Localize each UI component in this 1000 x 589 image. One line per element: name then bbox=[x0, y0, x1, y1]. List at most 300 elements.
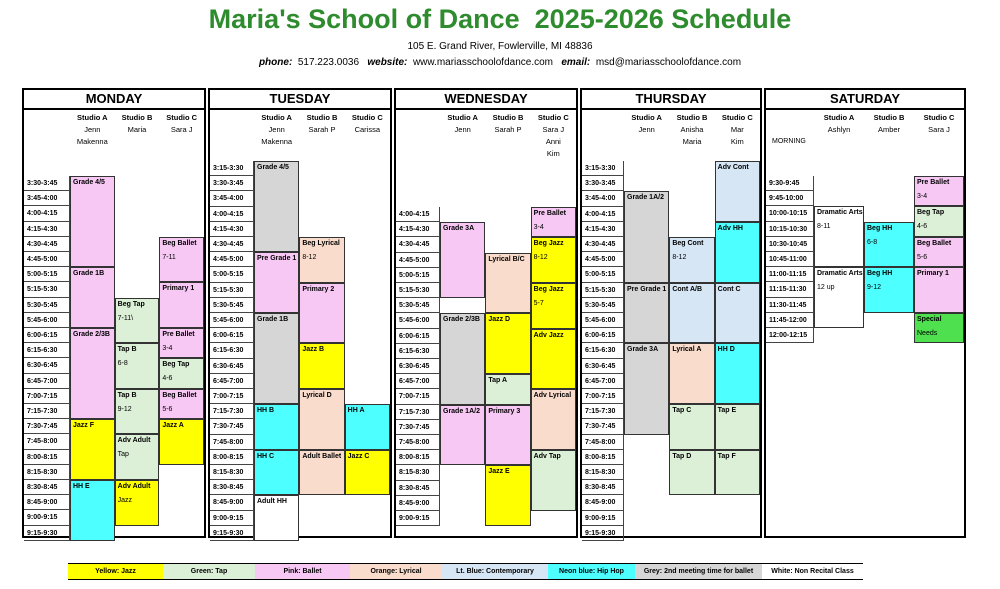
class-name: HH D bbox=[717, 346, 735, 354]
time-slot: 5:15-5:30 bbox=[582, 283, 624, 298]
time-slot: 6:00-6:15 bbox=[396, 329, 440, 344]
time-slot: 4:45-5:00 bbox=[582, 252, 624, 267]
class-block[interactable] bbox=[531, 450, 576, 511]
time-slot: 4:00-4:15 bbox=[396, 207, 440, 222]
studio-name: Studio A bbox=[77, 113, 108, 122]
phone: 517.223.0036 bbox=[297, 57, 360, 68]
class-block[interactable] bbox=[159, 419, 204, 465]
time-slot: 8:30-8:45 bbox=[396, 481, 440, 496]
class-name: Lyrical D bbox=[302, 392, 332, 399]
class-block[interactable] bbox=[914, 237, 964, 267]
time-slot: 7:45-8:00 bbox=[210, 435, 254, 450]
class-name: Tap A bbox=[488, 377, 507, 385]
class-detail: Needs bbox=[917, 329, 938, 337]
time-slot: 8:15-8:30 bbox=[24, 465, 70, 480]
studio-name: Studio A bbox=[447, 113, 478, 122]
studio-header bbox=[669, 112, 714, 148]
class-name: Adv Tap bbox=[533, 453, 561, 461]
class-block[interactable] bbox=[159, 237, 204, 283]
class-detail: 4-6 bbox=[162, 375, 173, 383]
time-slot: 4:30-4:45 bbox=[210, 237, 254, 252]
studio-name: Studio B bbox=[306, 113, 338, 122]
class-name: Beg Jazz bbox=[533, 240, 564, 248]
class-block[interactable] bbox=[864, 222, 914, 268]
class-name: Adult Ballet bbox=[302, 452, 342, 460]
time-slot: 11:30-11:45 bbox=[766, 298, 814, 313]
class-name: Primary 1 bbox=[917, 270, 949, 278]
time-slot: 5:30-5:45 bbox=[24, 298, 70, 313]
teacher-name: Ashlyn bbox=[827, 125, 851, 134]
class-block[interactable] bbox=[485, 405, 530, 466]
time-slot: 5:45-6:00 bbox=[582, 313, 624, 328]
class-name: Jazz F bbox=[73, 422, 95, 430]
class-name: HH A bbox=[347, 407, 365, 415]
teacher-name: Anisha bbox=[680, 125, 704, 134]
time-slot: 6:15-6:30 bbox=[24, 343, 70, 358]
class-block[interactable] bbox=[70, 419, 115, 480]
legend-item: Green: Tap bbox=[163, 564, 255, 579]
class-name: Jazz B bbox=[302, 346, 325, 354]
time-slot: 4:30-4:45 bbox=[396, 237, 440, 252]
time-slot: 5:00-5:15 bbox=[582, 267, 624, 282]
class-block[interactable] bbox=[115, 434, 160, 480]
class-name: Adv Adult bbox=[117, 483, 151, 490]
studio-header bbox=[914, 112, 964, 136]
time-slot: 7:00-7:15 bbox=[24, 389, 70, 404]
class-name: Tap F bbox=[717, 452, 736, 460]
time-slot: 8:00-8:15 bbox=[24, 450, 70, 465]
time-slot: 8:00-8:15 bbox=[396, 450, 440, 465]
class-block[interactable] bbox=[299, 237, 344, 283]
address: 105 E. Grand River, Fowlerville, MI 48836 bbox=[407, 41, 593, 52]
class-name: Adv Lyrical bbox=[533, 392, 572, 400]
teacher-name: Maria bbox=[127, 125, 147, 134]
time-slot: 6:45-7:00 bbox=[582, 374, 624, 389]
time-slot: 5:00-5:15 bbox=[210, 267, 254, 282]
class-name: Adv Jazz bbox=[533, 331, 564, 339]
email-label: email: bbox=[561, 57, 591, 68]
time-slot: 8:45-9:00 bbox=[24, 495, 70, 510]
class-name: Grade 2/3B bbox=[73, 331, 110, 338]
studio-header bbox=[715, 112, 760, 148]
time-slot: 3:45-4:00 bbox=[582, 191, 624, 206]
class-name: Grade 3A bbox=[627, 346, 659, 354]
class-block[interactable] bbox=[254, 404, 299, 450]
legend-item: Neon blue: Hip Hop bbox=[548, 564, 635, 579]
class-block[interactable] bbox=[814, 206, 864, 267]
studio-name: Studio C bbox=[721, 113, 753, 122]
class-name: Grade 1A/2 bbox=[627, 194, 664, 202]
studio-name: Studio B bbox=[492, 113, 524, 122]
class-detail: Jazz bbox=[117, 497, 133, 504]
class-detail: 5-6 bbox=[162, 405, 173, 413]
time-slot: 6:00-6:15 bbox=[210, 328, 254, 343]
phone-label: phone: bbox=[258, 57, 293, 68]
class-block[interactable] bbox=[299, 389, 344, 450]
teacher-name: Makenna bbox=[261, 137, 293, 146]
day-header: SATURDAY bbox=[766, 90, 964, 110]
studio-name: Studio C bbox=[537, 113, 569, 122]
time-slot: 8:30-8:45 bbox=[210, 480, 254, 495]
class-name: Primary 3 bbox=[488, 407, 521, 415]
studio-header bbox=[159, 112, 204, 136]
class-block[interactable] bbox=[531, 283, 576, 329]
studio-name: Studio B bbox=[873, 113, 905, 122]
time-slot: 4:15-4:30 bbox=[210, 222, 254, 237]
studio-header bbox=[345, 112, 390, 136]
class-detail: 8-12 bbox=[672, 254, 687, 261]
time-slot: 11:15-11:30 bbox=[766, 282, 814, 297]
class-block[interactable] bbox=[254, 252, 299, 313]
class-name: Grade 1A/2 bbox=[443, 407, 480, 415]
class-name: Cont C bbox=[717, 285, 741, 293]
time-slot: 7:45-8:00 bbox=[24, 434, 70, 449]
class-name: Pre Ballet bbox=[162, 331, 195, 338]
time-slot: 9:30-9:45 bbox=[766, 176, 814, 191]
class-block[interactable] bbox=[715, 283, 760, 344]
time-slot: 4:15-4:30 bbox=[396, 222, 440, 237]
class-block[interactable] bbox=[254, 450, 299, 496]
class-name: Adv HH bbox=[717, 224, 743, 232]
class-block[interactable] bbox=[485, 253, 530, 314]
time-slot: 8:30-8:45 bbox=[582, 480, 624, 495]
legend-item: Orange: Lyrical bbox=[350, 564, 442, 579]
class-block[interactable] bbox=[345, 450, 390, 496]
class-detail: 7-11 bbox=[162, 253, 176, 261]
legend-item: White: Non Recital Class bbox=[762, 564, 863, 579]
time-slot: 5:15-5:30 bbox=[210, 283, 254, 298]
day-monday bbox=[22, 88, 206, 538]
time-slot: 11:45-12:00 bbox=[766, 313, 814, 328]
time-slot: 8:45-9:00 bbox=[582, 495, 624, 510]
class-block[interactable] bbox=[159, 358, 204, 388]
time-slot: 7:30-7:45 bbox=[582, 419, 624, 434]
time-slot: 11:00-11:15 bbox=[766, 267, 814, 282]
class-name: Dramatic Arts bbox=[817, 270, 863, 278]
class-name: Beg HH bbox=[867, 224, 893, 232]
class-name: Pre Grade 1 bbox=[257, 255, 297, 263]
time-slot: 5:15-5:30 bbox=[396, 283, 440, 298]
studio-header bbox=[70, 112, 115, 148]
class-block[interactable] bbox=[70, 480, 115, 541]
teacher-name: Jenn bbox=[638, 125, 655, 134]
studio-header bbox=[531, 112, 576, 160]
time-slot: 9:15-9:30 bbox=[210, 526, 254, 541]
class-block[interactable] bbox=[669, 404, 714, 450]
class-block[interactable] bbox=[624, 283, 669, 344]
class-block[interactable] bbox=[254, 495, 299, 541]
time-slot: 4:45-5:00 bbox=[210, 252, 254, 267]
class-name: Adv Adult bbox=[117, 437, 151, 445]
class-name: Beg Ballet bbox=[162, 391, 197, 399]
class-block[interactable] bbox=[914, 206, 964, 236]
class-name: Beg HH bbox=[867, 270, 893, 278]
time-slot: 3:45-4:00 bbox=[24, 191, 70, 206]
class-detail: 6-8 bbox=[117, 360, 128, 368]
time-slot: 9:00-9:15 bbox=[210, 511, 254, 526]
class-block[interactable] bbox=[440, 313, 485, 404]
time-slot: 3:15-3:30 bbox=[210, 161, 254, 176]
teacher-name: Sarah P bbox=[494, 125, 522, 134]
time-slot: 7:30-7:45 bbox=[396, 420, 440, 435]
time-slot: 12:00-12:15 bbox=[766, 328, 814, 343]
class-detail: 5-7 bbox=[533, 300, 544, 307]
class-name: HH E bbox=[73, 483, 90, 490]
class-block[interactable] bbox=[531, 207, 576, 237]
legend-item: Lt. Blue: Contemporary bbox=[442, 564, 548, 579]
class-block[interactable] bbox=[485, 374, 530, 404]
studio-header bbox=[254, 112, 299, 148]
studio-header bbox=[814, 112, 864, 136]
class-block[interactable] bbox=[715, 161, 760, 222]
class-block[interactable] bbox=[914, 176, 964, 206]
time-slot: 4:00-4:15 bbox=[210, 207, 254, 222]
time-slot: 7:30-7:45 bbox=[210, 419, 254, 434]
time-slot: 7:15-7:30 bbox=[210, 404, 254, 419]
class-block[interactable] bbox=[624, 343, 669, 434]
class-block[interactable] bbox=[914, 267, 964, 313]
class-block[interactable] bbox=[715, 404, 760, 450]
class-block[interactable] bbox=[715, 450, 760, 496]
time-slot: 5:00-5:15 bbox=[24, 267, 70, 282]
class-name: Dramatic Arts bbox=[817, 209, 863, 217]
teacher-name: Jenn bbox=[268, 125, 285, 134]
studio-header bbox=[485, 112, 530, 136]
morning-label: MORNING bbox=[772, 138, 806, 145]
class-name: Jazz E bbox=[488, 468, 510, 476]
time-slot: 7:15-7:30 bbox=[396, 405, 440, 420]
class-name: Tap B bbox=[117, 346, 137, 354]
class-block[interactable] bbox=[115, 389, 160, 435]
time-slot: 6:45-7:00 bbox=[24, 374, 70, 389]
class-detail: 8-11 bbox=[817, 223, 831, 231]
day-saturday bbox=[764, 88, 966, 538]
studio-header bbox=[299, 112, 344, 136]
legend-item: Yellow: Jazz bbox=[68, 564, 163, 579]
teacher-name: Sara J bbox=[542, 125, 565, 134]
studio-name: Studio C bbox=[166, 113, 198, 122]
class-block[interactable] bbox=[299, 283, 344, 344]
studio-name: Studio B bbox=[121, 113, 153, 122]
time-slot: 10:00-10:15 bbox=[766, 206, 814, 221]
time-slot: 4:00-4:15 bbox=[582, 207, 624, 222]
time-slot: 9:45-10:00 bbox=[766, 191, 814, 206]
teacher-name: Sara J bbox=[928, 125, 950, 134]
class-block[interactable] bbox=[531, 237, 576, 283]
time-slot: 6:15-6:30 bbox=[396, 344, 440, 359]
studio-name: Studio A bbox=[631, 113, 662, 122]
email-link[interactable]: msd@mariasschoolofdance.com bbox=[595, 57, 742, 68]
studio-name: Studio B bbox=[676, 113, 708, 122]
class-name: Beg Tap bbox=[117, 300, 145, 308]
class-block[interactable] bbox=[254, 161, 299, 252]
class-block[interactable] bbox=[814, 267, 864, 328]
time-slot: 7:45-8:00 bbox=[582, 435, 624, 450]
class-block[interactable] bbox=[159, 389, 204, 419]
time-slot: 3:30-3:45 bbox=[24, 176, 70, 191]
class-block[interactable] bbox=[70, 328, 115, 419]
page-title: Maria's School of Dance 2025-2026 Schedule bbox=[208, 4, 792, 34]
class-detail: 4-6 bbox=[917, 223, 928, 231]
time-slot: 3:30-3:45 bbox=[582, 176, 624, 191]
class-name: Grade 4/5 bbox=[73, 179, 105, 186]
class-detail: 8-12 bbox=[302, 254, 317, 261]
class-name: Grade 4/5 bbox=[257, 164, 289, 171]
time-slot: 8:15-8:30 bbox=[396, 465, 440, 480]
time-slot: 4:30-4:45 bbox=[582, 237, 624, 252]
class-detail: 3-4 bbox=[533, 224, 544, 231]
class-block[interactable] bbox=[531, 389, 576, 450]
class-name: Tap D bbox=[672, 452, 692, 460]
class-block[interactable] bbox=[159, 282, 204, 328]
class-block[interactable] bbox=[485, 313, 530, 374]
time-slot: 3:45-4:00 bbox=[210, 191, 254, 206]
time-slot: 7:30-7:45 bbox=[24, 419, 70, 434]
time-slot: 8:00-8:15 bbox=[582, 450, 624, 465]
class-block[interactable] bbox=[715, 222, 760, 283]
class-name: Tap B bbox=[117, 391, 137, 399]
time-slot: 9:00-9:15 bbox=[396, 511, 440, 526]
time-slot: 6:45-7:00 bbox=[210, 374, 254, 389]
time-slot: 4:45-5:00 bbox=[396, 253, 440, 268]
time-slot: 8:45-9:00 bbox=[396, 496, 440, 511]
time-slot: 10:30-10:45 bbox=[766, 237, 814, 252]
website-link[interactable]: www.mariasschoolofdance.com bbox=[412, 57, 553, 68]
time-slot: 4:45-5:00 bbox=[24, 252, 70, 267]
class-block[interactable] bbox=[669, 450, 714, 496]
contact-line bbox=[0, 57, 1000, 68]
time-slot: 9:15-9:30 bbox=[24, 526, 70, 541]
class-block[interactable] bbox=[254, 313, 299, 404]
time-slot: 3:15-3:30 bbox=[582, 161, 624, 176]
class-block[interactable] bbox=[70, 176, 115, 267]
time-slot: 6:45-7:00 bbox=[396, 374, 440, 389]
class-name: Lyrical A bbox=[672, 346, 702, 354]
class-block[interactable] bbox=[669, 283, 714, 344]
time-slot: 6:15-6:30 bbox=[582, 343, 624, 358]
class-name: Pre Ballet bbox=[533, 210, 566, 217]
class-block[interactable] bbox=[715, 343, 760, 404]
class-name: Lyrical B/C bbox=[488, 255, 525, 263]
day-header: WEDNESDAY bbox=[396, 90, 576, 110]
studio-name: Studio C bbox=[351, 113, 383, 122]
teacher-name: Sarah P bbox=[308, 125, 336, 134]
time-slot: 7:15-7:30 bbox=[582, 404, 624, 419]
studio-header bbox=[864, 112, 914, 136]
class-block[interactable] bbox=[531, 329, 576, 390]
class-name: Cont A/B bbox=[672, 285, 703, 293]
teacher-name: Sara J bbox=[170, 125, 193, 134]
class-name: Tap E bbox=[717, 407, 737, 415]
class-name: Grade 1B bbox=[73, 270, 105, 278]
time-slot: 10:45-11:00 bbox=[766, 252, 814, 267]
class-block[interactable] bbox=[669, 237, 714, 283]
class-block[interactable] bbox=[914, 313, 964, 343]
class-block[interactable] bbox=[345, 404, 390, 450]
class-name: Jazz D bbox=[488, 316, 511, 324]
class-name: Adult HH bbox=[257, 498, 287, 506]
teacher-name: Mar bbox=[730, 125, 744, 134]
class-block[interactable] bbox=[299, 450, 344, 496]
time-slot: 6:30-6:45 bbox=[396, 359, 440, 374]
class-block[interactable] bbox=[485, 465, 530, 526]
time-slot: 6:00-6:15 bbox=[582, 328, 624, 343]
time-slot: 6:15-6:30 bbox=[210, 343, 254, 358]
teacher-name: Jenn bbox=[84, 125, 101, 134]
class-block[interactable] bbox=[159, 328, 204, 358]
teacher-name: Carissa bbox=[354, 125, 381, 134]
teacher-name: Jenn bbox=[454, 125, 471, 134]
time-slot: 7:00-7:15 bbox=[396, 389, 440, 404]
time-slot: 4:15-4:30 bbox=[24, 222, 70, 237]
time-slot: 8:30-8:45 bbox=[24, 480, 70, 495]
time-slot: 5:45-6:00 bbox=[396, 313, 440, 328]
time-slot: 9:00-9:15 bbox=[24, 510, 70, 525]
class-block[interactable] bbox=[115, 298, 160, 344]
time-slot: 9:15-9:30 bbox=[582, 526, 624, 541]
teacher-name: Kim bbox=[730, 137, 744, 146]
time-slot: 10:15-10:30 bbox=[766, 222, 814, 237]
teacher-name: Anni bbox=[545, 137, 561, 146]
class-name: Beg Cont bbox=[672, 240, 704, 247]
website-label: website: bbox=[367, 57, 408, 68]
class-detail: 7-11\ bbox=[117, 314, 134, 322]
studio-name: Studio A bbox=[823, 113, 855, 122]
class-detail: 9-12 bbox=[117, 405, 132, 413]
class-name: HH C bbox=[257, 452, 275, 460]
class-detail: Tap bbox=[117, 451, 129, 459]
class-block[interactable] bbox=[624, 191, 669, 282]
time-slot: 5:30-5:45 bbox=[582, 298, 624, 313]
class-block[interactable] bbox=[440, 405, 485, 466]
day-header: THURSDAY bbox=[582, 90, 760, 110]
class-detail: 6-8 bbox=[867, 238, 878, 246]
class-name: Beg Lyrical bbox=[302, 240, 340, 247]
time-slot: 8:00-8:15 bbox=[210, 450, 254, 465]
teacher-name: Maria bbox=[682, 137, 702, 146]
time-slot: 8:15-8:30 bbox=[210, 465, 254, 480]
class-block[interactable] bbox=[70, 267, 115, 328]
class-detail: 5-6 bbox=[917, 253, 928, 261]
time-slot: 6:00-6:15 bbox=[24, 328, 70, 343]
class-block[interactable] bbox=[669, 343, 714, 404]
class-name: Jazz C bbox=[347, 452, 370, 460]
time-slot: 4:00-4:15 bbox=[24, 206, 70, 221]
teacher-name: Kim bbox=[546, 149, 560, 158]
time-slot: 5:30-5:45 bbox=[396, 298, 440, 313]
class-detail: 8-12 bbox=[533, 254, 548, 262]
day-header: MONDAY bbox=[24, 90, 204, 110]
class-name: Beg Ballet bbox=[162, 239, 197, 247]
class-name: Primary 2 bbox=[302, 285, 335, 293]
time-slot: 7:00-7:15 bbox=[582, 389, 624, 404]
studio-name: Studio A bbox=[261, 113, 292, 122]
class-detail: 9-12 bbox=[867, 284, 882, 292]
class-block[interactable] bbox=[299, 343, 344, 389]
class-name: Beg Tap bbox=[917, 209, 945, 217]
class-block[interactable] bbox=[440, 222, 485, 298]
class-block[interactable] bbox=[864, 267, 914, 313]
time-slot: 5:45-6:00 bbox=[210, 313, 254, 328]
class-detail: 3-4 bbox=[917, 193, 928, 200]
class-block[interactable] bbox=[115, 343, 160, 389]
legend-item: Pink: Ballet bbox=[255, 564, 350, 579]
day-wednesday bbox=[394, 88, 578, 538]
class-name: HH B bbox=[257, 407, 275, 415]
day-tuesday bbox=[208, 88, 392, 538]
time-slot: 9:00-9:15 bbox=[582, 511, 624, 526]
class-block[interactable] bbox=[115, 480, 160, 526]
